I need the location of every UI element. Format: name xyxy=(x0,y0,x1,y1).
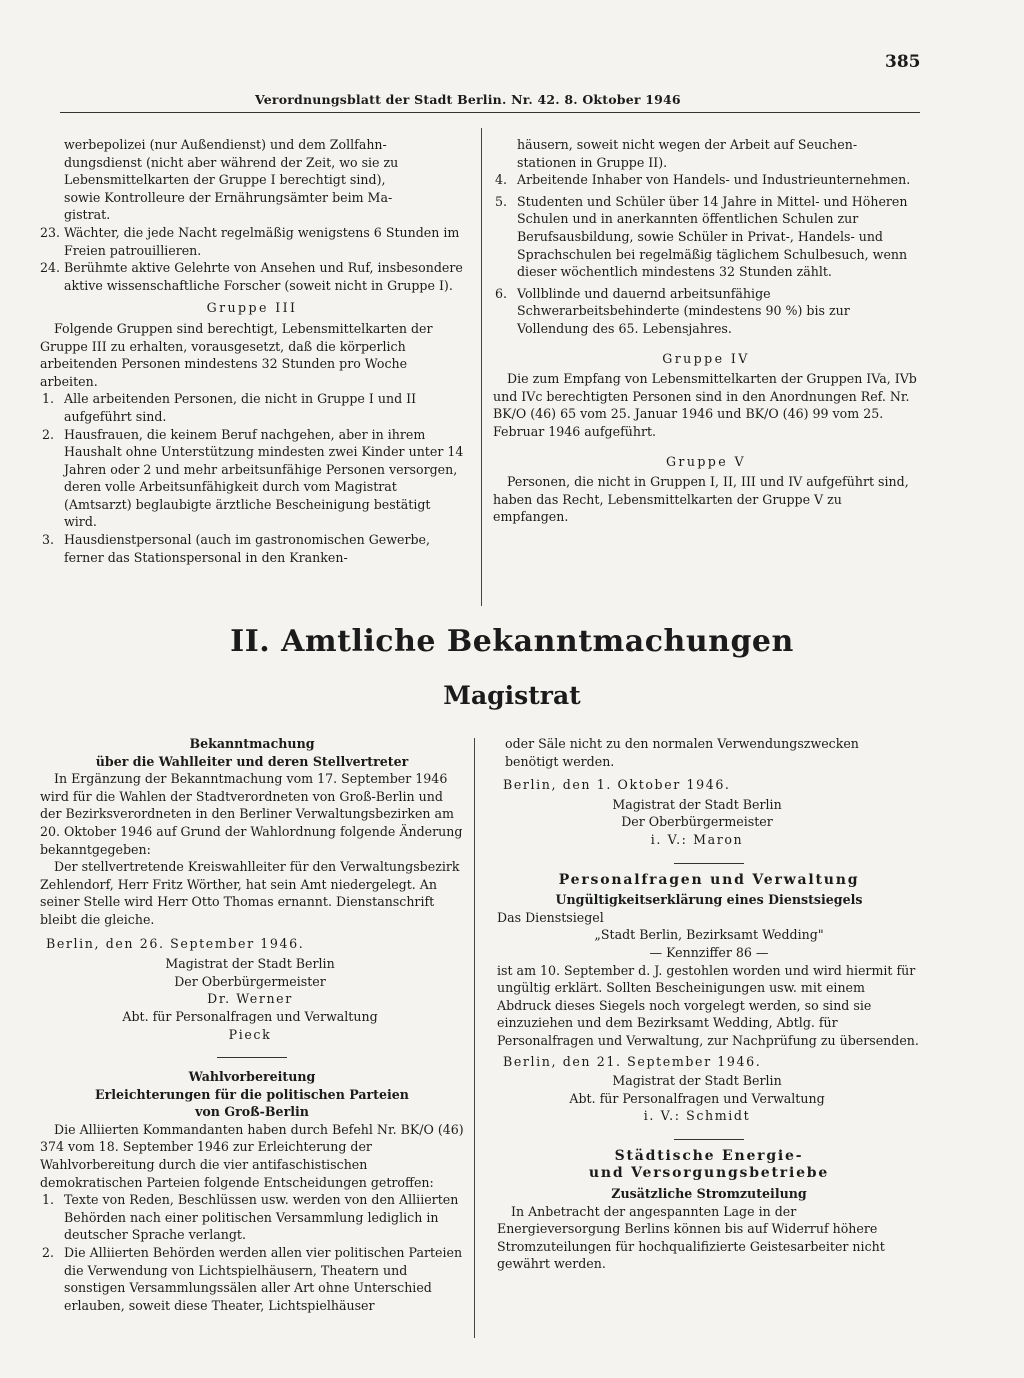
text-line: werbepolizei (nur Außendienst) und dem Zollfahn- xyxy=(64,137,387,152)
place-date: Berlin, den 1. Oktober 1946. xyxy=(503,777,731,793)
column-divider xyxy=(474,738,475,1338)
text-line: häusern, soweit nicht wegen der Arbeit auf Seuchen- xyxy=(517,137,858,152)
text-line: dungsdienst (nicht aber während der Zeit, wo sie zu xyxy=(64,154,399,170)
text-line: sowie Kontrolleure der Ernährungsämter beim Ma- xyxy=(64,189,393,205)
continuation-block xyxy=(493,136,919,171)
paragraph: Die zum Empfang von Lebensmittelkarten der Gruppen IVa, IVb und IVc berechtigten Personen sind in den Anordnungen Ref. Nr. BK/O (46) 65 vom 25. Januar 1946 und BK/O (46) 99 vom 25. Februar 1946 aufgeführt. xyxy=(493,371,917,439)
paragraph: Personen, die nicht in Gruppen I, II, III und IV aufgeführt sind, haben das Recht, Lebensmittelkarten der Gruppe V zu empfangen. xyxy=(493,474,909,525)
section-title: II. Amtliche Bekanntmachungen xyxy=(230,624,794,659)
paragraph: In Ergänzung der Bekanntmachung vom 17. September 1946 wird für die Wahlen der Stadtverordneten von Groß-Berlin und der Bezirksverordneten in den Berliner Verwaltungsbezirken am 20. Oktober 1946 auf Grund der Wahlordnung folgende Änderung bekanntgegeben: xyxy=(40,771,463,857)
notice-heading: Wahlvorbereitung xyxy=(188,1069,316,1085)
text-line: gistrat. xyxy=(64,207,111,223)
group-heading: Gruppe IV xyxy=(662,350,750,366)
paragraph: Das Dienstsiegel xyxy=(497,909,604,925)
continuation-block xyxy=(497,735,921,770)
section-heading: und Versorgungsbetriebe xyxy=(588,1165,830,1182)
separator xyxy=(674,1139,744,1140)
paragraph: Die Alliierten Kommandanten haben durch Befehl Nr. BK/O (46) 374 vom 18. September 1946 zur Erleichterung der Wahlvorbereitung durch die vier antifaschistischen demokratischen Parteien folgende Entscheidungen getroffen: xyxy=(40,1121,464,1190)
notice-subheading: über die Wahlleiter und deren Stellvertreter xyxy=(95,753,409,769)
paragraph: ist am 10. September d. J. gestohlen worden und wird hiermit für ungültig erklärt. Sollten Bescheinigungen usw. mit einem Abdruck dieses Siegels noch vorgelegt werden, so sind sie einzuziehen und dem Bezirksamt Wedding, Abtlg. für Personalfragen und Verwaltung, zur Nachprüfung zu übersenden. xyxy=(497,962,919,1048)
section-heading: Städtische Energie- xyxy=(614,1147,804,1164)
signature-line: Magistrat der Stadt Berlin xyxy=(165,956,335,972)
list-item: 1. Texte von Reden, Beschlüssen usw. werden von den Alliierten Behörden nach einer politischen Versammlung lediglich in deutscher Sprache verlangt. xyxy=(41,1192,459,1243)
text-line: benötigt werden. xyxy=(505,753,615,769)
signature-line: i. V.: Schmidt xyxy=(643,1108,751,1124)
continuation-block xyxy=(40,136,464,224)
paragraph: Folgende Gruppen sind berechtigt, Lebensmittelkarten der Gruppe III zu erhalten, vorausgesetzt, daß die körperlich arbeitenden Personen mindestens 32 Stunden pro Woche arbeiten. xyxy=(40,320,433,389)
seal-name: „Stadt Berlin, Bezirksamt Wedding" xyxy=(594,927,824,943)
separator xyxy=(674,863,744,864)
bottom-left-column xyxy=(40,735,464,1314)
signature-line: Pieck xyxy=(228,1026,272,1042)
list-item: 2. Die Alliierten Behörden werden allen vier politischen Parteien die Verwendung von Lichtspielhäusern, Theatern und sonstigen Versammlungssälen aller Art ohne Unterschied erlauben, soweit diese Theater, Lichtspielhäuser xyxy=(41,1245,463,1313)
signature-line: Dr. Werner xyxy=(207,991,293,1007)
separator xyxy=(217,1057,287,1058)
signature-line: Der Oberbürgermeister xyxy=(174,973,326,989)
list-item: 4. Arbeitende Inhaber von Handels- und Industrieunternehmen. xyxy=(494,172,911,188)
top-right-column xyxy=(493,136,919,526)
signature-line: i. V.: Maron xyxy=(650,831,744,847)
signature-block xyxy=(497,796,921,849)
bottom-right-column xyxy=(497,735,921,1273)
seal-number: — Kennziffer 86 — xyxy=(649,944,769,960)
list-item: 23. Wächter, die jede Nacht regelmäßig wenigstens 6 Stunden im Freien patrouillieren. xyxy=(40,224,460,258)
list-item: 24. Berühmte aktive Gelehrte von Ansehen und Ruf, insbesondere aktive wissenschaftliche Forscher (soweit nicht in Gruppe I). xyxy=(40,260,463,293)
list-item: 2. Hausfrauen, die keinem Beruf nachgehen, aber in ihrem Haushalt ohne Unterstützung mindesten zwei Kinder unter 14 Jahren oder 2 und mehr arbeitsunfähige Personen versorgen, deren volle Arbeitsunfähigkeit durch vom Magistrat (Amtsarzt) beglaubigte ärztliche Bescheinigung bestätigt wird. xyxy=(41,426,464,530)
signature-block xyxy=(40,955,464,1043)
notice-heading: Zusätzliche Stromzuteilung xyxy=(611,1186,807,1202)
signature-line: Abt. für Personalfragen und Verwaltung xyxy=(569,1090,825,1106)
notice-subheading: von Groß-Berlin xyxy=(195,1104,309,1120)
text-line: stationen in Gruppe II). xyxy=(517,154,668,170)
signature-block xyxy=(497,1072,921,1125)
signature-line: Magistrat der Stadt Berlin xyxy=(612,796,782,812)
notice-heading: Ungültigkeitserklärung eines Dienstsiegels xyxy=(555,892,863,908)
notice-heading: Bekanntmachung xyxy=(189,736,315,751)
list-item: 6. Vollblinde und dauernd arbeitsunfähige Schwerarbeitsbehinderte (mindestens 90 %) bis zur Vollendung des 65. Lebensjahres. xyxy=(494,285,850,336)
notice-subheading: Erleichterungen für die politischen Parteien xyxy=(95,1086,409,1102)
group-heading: Gruppe III xyxy=(206,300,298,316)
paragraph: In Anbetracht der angespannten Lage in der Energieversorgung Berlins können bis auf Widerruf höhere Stromzuteilungen für hochqualifizierte Geistesarbeiter nicht gewährt werden. xyxy=(497,1203,885,1272)
page-number: 385 xyxy=(885,52,921,72)
magistrat-title: Magistrat xyxy=(443,681,581,710)
text-line: Lebensmittelkarten der Gruppe I berechtigt sind), xyxy=(64,172,386,188)
group-heading: Gruppe V xyxy=(665,453,747,469)
running-head: Verordnungsblatt der Stadt Berlin. Nr. 42. 8. Oktober 1946 xyxy=(255,92,681,107)
paragraph: Der stellvertretende Kreiswahlleiter für den Verwaltungsbezirk Zehlendorf, Herr Fritz Wörther, hat sein Amt niedergelegt. An seiner Stelle wird Herr Otto Thomas ernannt. Dienstanschrift bleibt die gleiche. xyxy=(40,859,460,927)
place-date: Berlin, den 21. September 1946. xyxy=(503,1053,762,1069)
list-item: 1. Alle arbeitenden Personen, die nicht in Gruppe I und II aufgeführt sind. xyxy=(41,391,417,424)
top-left-column xyxy=(40,136,464,566)
section-heading: Personalfragen und Verwaltung xyxy=(558,871,860,888)
list-item: 3. Hausdienstpersonal (auch im gastronomischen Gewerbe, ferner das Stationspersonal in den Kranken- xyxy=(41,532,430,565)
header-rule xyxy=(60,112,920,113)
signature-line: Abt. für Personalfragen und Verwaltung xyxy=(122,1008,378,1024)
signature-line: Der Oberbürgermeister xyxy=(621,814,773,830)
column-divider xyxy=(481,128,482,606)
list-item: 5. Studenten und Schüler über 14 Jahre in Mittel- und Höheren Schulen und in anerkannten öffentlichen Schulen zur Berufsausbildung, sowie Schüler in Privat-, Handels- und Sprachschulen bei regelmäßig täglichem Schulbesuch, wenn dieser wöchentlich mindestens 32 Stunden zählt. xyxy=(494,193,908,280)
signature-line: Magistrat der Stadt Berlin xyxy=(612,1073,782,1089)
text-line: oder Säle nicht zu den normalen Verwendungszwecken xyxy=(505,736,859,751)
place-date: Berlin, den 26. September 1946. xyxy=(46,935,305,951)
